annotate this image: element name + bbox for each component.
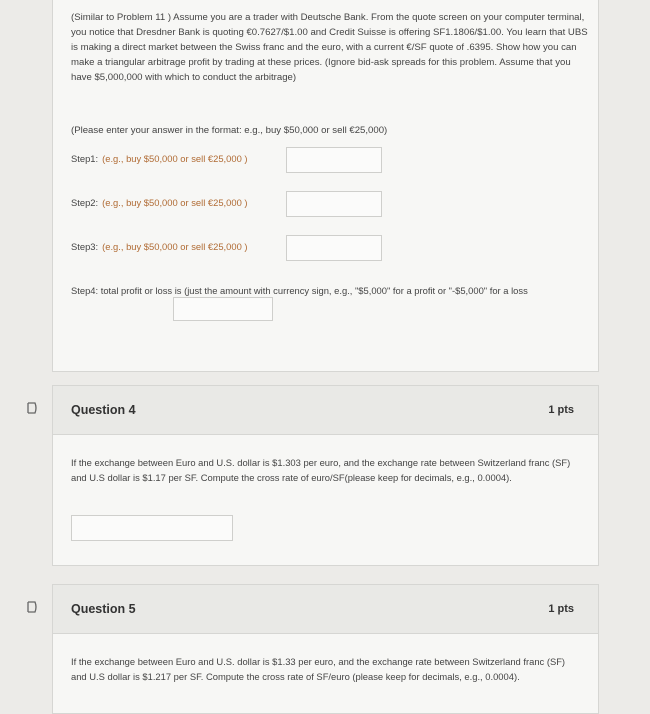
flag-question-5-icon[interactable] — [26, 601, 38, 613]
question-5-text: If the exchange between Euro and U.S. dollar is $1.33 per euro, and the exchange rate between Switzerland franc (SF) and U.S dollar is $1.217 per SF. Compute the cross rate of SF/euro (please keep for decimals, e.g., 0.0004). — [71, 656, 566, 682]
step2-answer-input[interactable] — [286, 191, 382, 217]
step2-example: (e.g., buy $50,000 or sell €25,000 ) — [102, 197, 248, 208]
step3-row — [71, 241, 248, 252]
question-4-card — [52, 385, 599, 566]
question-4-text: If the exchange between Euro and U.S. dollar is $1.303 per euro, and the exchange rate between Switzerland franc (SF) and U.S dollar is $1.17 per SF. Compute the cross rate of euro/SF(please keep for decimals, e.g., 0.0004). — [71, 457, 571, 483]
step3-answer-input[interactable] — [286, 235, 382, 261]
question-5-title: Question 5 — [71, 602, 136, 616]
question-5-points: 1 pts — [548, 603, 574, 615]
question-4-title: Question 4 — [71, 403, 136, 417]
question-5-header — [53, 585, 598, 634]
step3-label: Step3: — [71, 241, 99, 252]
step1-label: Step1: — [71, 153, 99, 164]
question-5-card — [52, 584, 599, 714]
step2-label: Step2: — [71, 197, 99, 208]
question-3-panel — [52, 0, 599, 372]
flag-question-4-icon[interactable] — [26, 402, 38, 414]
step1-answer-input[interactable] — [286, 147, 382, 173]
step1-example: (e.g., buy $50,000 or sell €25,000 ) — [102, 153, 248, 164]
step2-row — [71, 197, 248, 208]
question-4-points: 1 pts — [548, 404, 574, 416]
step4-text: Step4: total profit or loss is (just the amount with currency sign, e.g., "$5,000" for a profit or "-$5,000" for a loss — [71, 285, 528, 296]
step4-answer-input[interactable] — [173, 297, 273, 321]
question-3-text: (Similar to Problem 11 ) Assume you are a trader with Deutsche Bank. From the quote screen on your computer terminal, you notice that Dresdner Bank is quoting €0.7627/$1.00 and Credit Suisse is offering SF1.1806/$1.00. You learn that UBS is making a direct market between the Swiss franc and the euro, with a current €/SF quote of .6395. Show how you can make a triangular arbitrage profit by trading at these prices. (Ignore bid-ask spreads for this problem. Assume that you have $5,000,000 with which to conduct the arbitrage) — [71, 12, 588, 83]
question-4-answer-input[interactable] — [71, 515, 233, 541]
step3-example: (e.g., buy $50,000 or sell €25,000 ) — [102, 241, 248, 252]
format-note: (Please enter your answer in the format: e.g., buy $50,000 or sell €25,000) — [71, 125, 388, 136]
question-4-header — [53, 386, 598, 435]
step1-row — [71, 153, 248, 164]
